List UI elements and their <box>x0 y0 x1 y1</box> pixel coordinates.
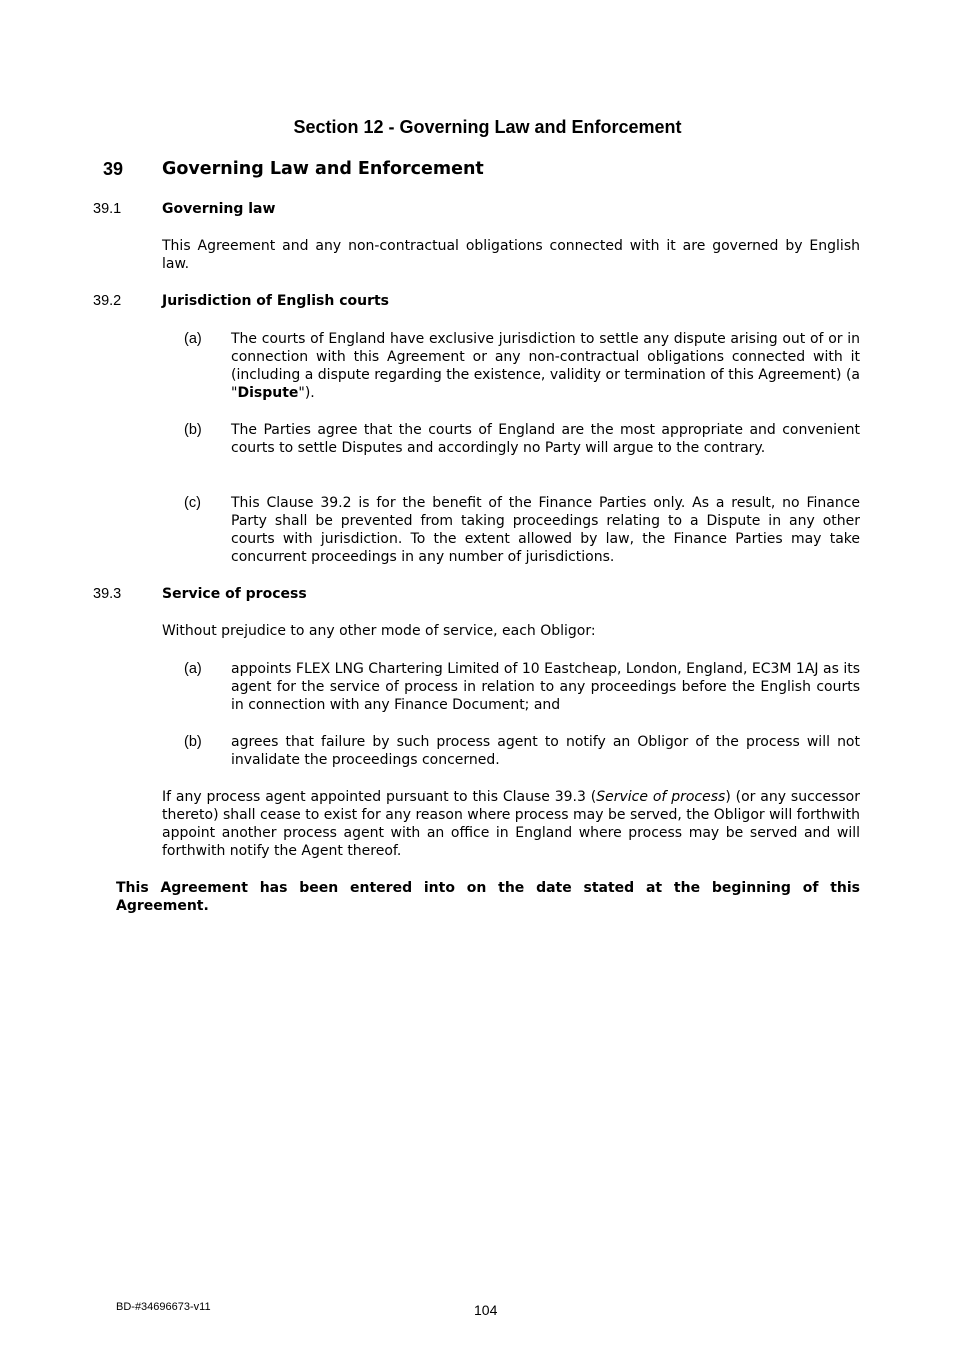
closing-statement: This Agreement has been entered into on the date stated at the beginning of this Agreement. <box>116 880 860 914</box>
service-letter-b: (b) <box>184 734 202 750</box>
closing-text-before: If any process agent appointed pursuant to this Clause 39.3 ( <box>162 789 597 805</box>
jurisdiction-item-c: This Clause 39.2 is for the benefit of the Finance Parties only. As a result, no Finance Party shall be prevented from taking proceedings relating to a Dispute in any other courts with jurisdiction. To the extent allowed by law, the Finance Parties may take concurrent proceedings in any number of jurisdictions. <box>231 495 860 565</box>
item-letter-b: (b) <box>184 422 202 438</box>
service-item-b: agrees that failure by such process agent to notify an Obligor of the process will not invalidate the proceedings concerned. <box>231 734 860 768</box>
item-letter-c: (c) <box>184 495 201 511</box>
section-title: Section 12 - Governing Law and Enforcement <box>293 117 682 137</box>
closing-text-after: ) (or any successor thereto) shall cease to exist for any reason where process may be served, the Obligor will forthwith appoint another process agent with an office in England where process may be served and will forthwith notify the Agent thereof. <box>162 789 860 859</box>
footer-document-reference: BD-#34696673-v11 <box>116 1301 211 1313</box>
subclause-heading-service: Service of process <box>162 586 307 602</box>
service-item-a: appoints FLEX LNG Chartering Limited of 10 Eastcheap, London, England, EC3M 1AJ as its agent for the service of process in relation to any proceedings before the English courts in connection with any Finance Document; and <box>231 661 860 713</box>
subclause-heading-jurisdiction: Jurisdiction of English courts <box>162 293 390 309</box>
subclause-number-39-3: 39.3 <box>93 586 122 602</box>
clause-number: 39 <box>103 159 124 179</box>
service-letter-a: (a) <box>184 661 202 677</box>
governing-law-paragraph: This Agreement and any non-contractual obligations connected with it are governed by English law. <box>162 238 860 272</box>
closing-italic-reference: Service of process <box>596 789 726 805</box>
page-number: 104 <box>474 1302 498 1318</box>
item-letter-a: (a) <box>184 331 202 347</box>
subclause-heading-governing-law: Governing law <box>162 201 276 217</box>
defined-term-dispute: Dispute <box>237 385 299 401</box>
process-agent-paragraph <box>162 788 860 860</box>
subclause-number-39-2: 39.2 <box>93 293 122 309</box>
item-a-text-before: The courts of England have exclusive jurisdiction to settle any dispute arising out of or in connection with this Agreement or any non-contractual obligations connected with it (including a dispute regarding the existence, validity or termination of this Agreement) (a " <box>231 331 860 401</box>
jurisdiction-item-a <box>231 330 860 402</box>
jurisdiction-item-b: The Parties agree that the courts of England are the most appropriate and convenient courts to settle Disputes and accordingly no Party will argue to the contrary. <box>231 422 860 456</box>
subclause-number-39-1: 39.1 <box>93 201 122 217</box>
service-intro: Without prejudice to any other mode of service, each Obligor: <box>162 623 596 639</box>
item-a-text-after: "). <box>298 385 315 401</box>
clause-title: Governing Law and Enforcement <box>162 159 484 179</box>
